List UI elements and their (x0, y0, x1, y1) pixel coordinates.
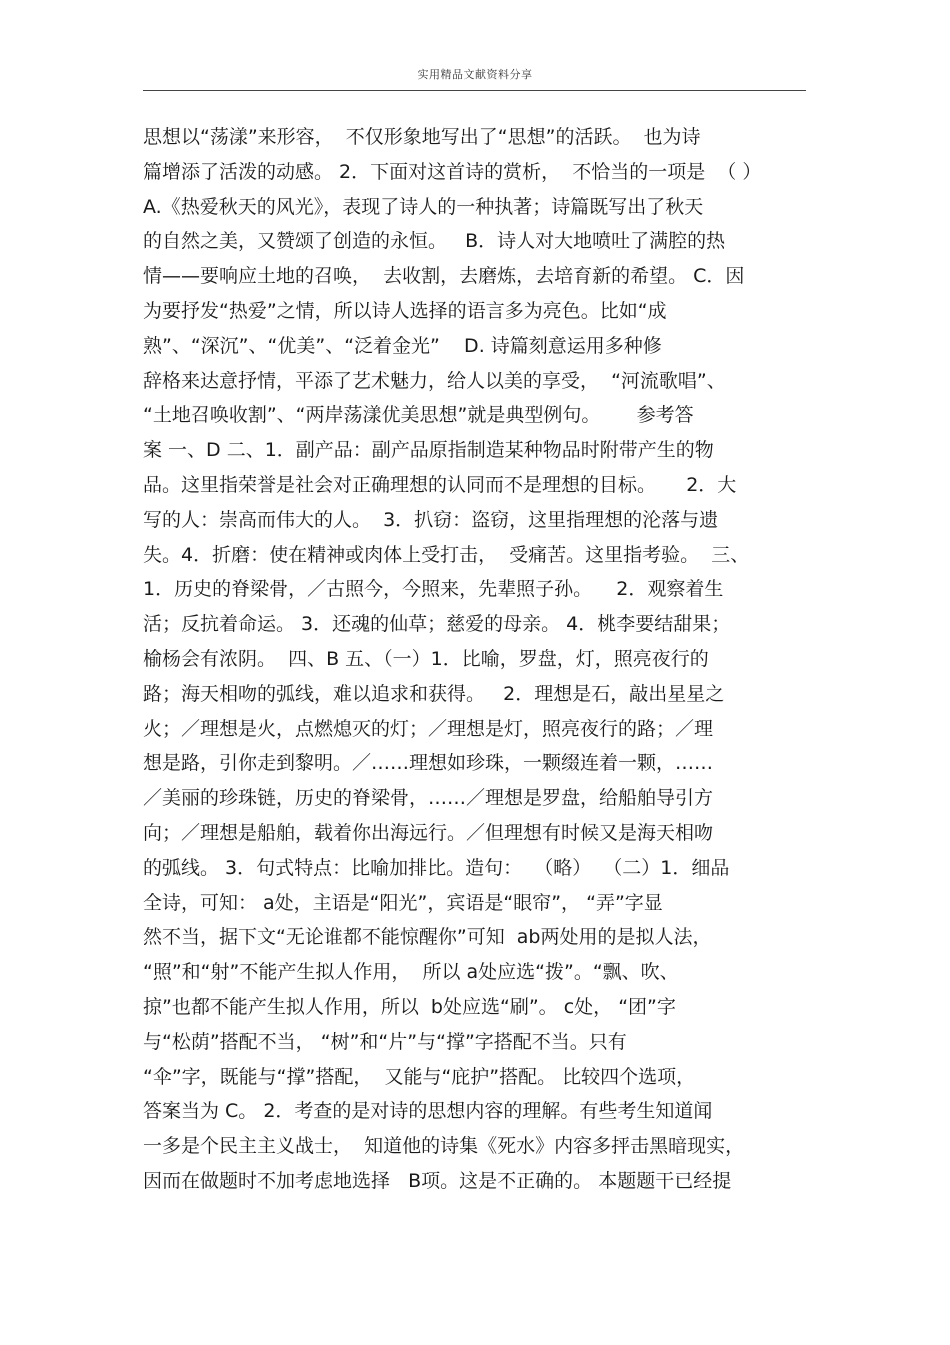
text-line: A.《热爱秋天的风光》，表现了诗人的一种执著；诗篇既写出了秋天 (143, 195, 704, 218)
text-line: 活；反抗着命运。 3．还魂的仙草；慈爱的母亲。 4．桃李要结甜果； (143, 613, 731, 636)
text-line: 与“松荫”搭配不当， “树”和“片”与“撑”字搭配不当。只有 (143, 1030, 627, 1053)
text-line: 路；海天相吻的弧线，难以追求和获得。 2．理想是石，敲出星星之 (143, 682, 725, 705)
text-line: 失。4．折磨：使在精神或肉体上受打击， 受痛苦。这里指考验。 三、 (143, 543, 750, 566)
text-line: 篇增添了活泼的动感。 2．下面对这首诗的赏析， 不恰当的一项是 （ ） (143, 160, 762, 183)
text-line: 因而在做题时不加考虑地选择 B项。这是不正确的。 本题题干已经提 (143, 1169, 732, 1192)
text-line: 榆杨会有浓阴。 四、B 五、（一）1．比喻，罗盘，灯，照亮夜行的 (143, 647, 709, 670)
text-line: 掠”也都不能产生拟人作用，所以 b处应选“刷”。 c处， “团”字 (143, 995, 676, 1018)
text-line: 1．历史的脊梁骨，／古照今，今照来，先辈照子孙。 2．观察着生 (143, 578, 724, 601)
text-line: 答案当为 C。 2．考查的是对诗的思想内容的理解。有些考生知道闻 (143, 1100, 713, 1123)
text-line: “照”和“射”不能产生拟人作用， 所以 a处应选“拨”。“飘、吹、 (143, 961, 679, 984)
text-line: 的自然之美，又赞颂了创造的永恒。 B．诗人对大地喷吐了满腔的热 (143, 230, 726, 253)
text-line: 全诗，可知： a处，主语是“阳光”，宾语是“眼帘”， “弄”字显 (143, 891, 663, 914)
text-line: 想是路，引你走到黎明。／……理想如珍珠，一颗缀连着一颗，…… (143, 752, 714, 775)
text-line: 写的人：崇高而伟大的人。 3．扒窃：盗窃，这里指理想的沦落与遗 (143, 508, 719, 531)
text-line: 的弧线。 3．句式特点：比喻加排比。造句： （略） （二）1．细品 (143, 856, 730, 879)
text-line: “土地召唤收割”、“两岸荡漾优美思想”就是典型例句。 参考答 (143, 404, 694, 427)
text-line: 情——要响应土地的召唤， 去收割，去磨炼，去培育新的希望。 C．因 (143, 265, 745, 288)
text-line: 辞格来达意抒情，平添了艺术魅力，给人以美的享受， “河流歌唱”、 (143, 369, 726, 392)
text-line: 一多是个民主主义战士， 知道他的诗集《死水》内容多抨击黑暗现实， (143, 1135, 745, 1158)
page-header-title: 实用精品文献资料分享 (417, 68, 533, 81)
text-line: “伞”字，既能与“撑”搭配， 又能与“庇护”搭配。 比较四个选项， (143, 1065, 696, 1088)
text-line: 火；／理想是火，点燃熄灭的灯；／理想是灯，照亮夜行的路；／理 (143, 717, 714, 740)
header-divider (143, 90, 806, 91)
text-line: 为要抒发“热爱”之情，所以诗人选择的语言多为亮色。比如“成 (143, 299, 667, 322)
text-line: 品。这里指荣誉是社会对正确理想的认同而不是理想的目标。 2．大 (143, 473, 737, 496)
text-line: 熟”、“深沉”、“优美”、“泛着金光” D. 诗篇刻意运用多种修 (143, 334, 662, 357)
text-line: 向；／理想是船舶，载着你出海远行。／但理想有时候又是海天相吻 (143, 821, 714, 844)
text-line: 然不当，据下文“无论谁都不能惊醒你”可知 ab两处用的是拟人法， (143, 926, 712, 949)
text-line: 思想以“荡漾”来形容， 不仅形象地写出了“思想”的活跃。 也为诗 (143, 126, 701, 148)
text-line: 案 一、D 二、1．副产品：副产品原指制造某种物品时附带产生的物 (143, 439, 714, 462)
text-line: ／美丽的珍珠链，历史的脊梁骨，……／理想是罗盘，给船舶导引方 (143, 787, 714, 810)
document-body (143, 120, 823, 1199)
